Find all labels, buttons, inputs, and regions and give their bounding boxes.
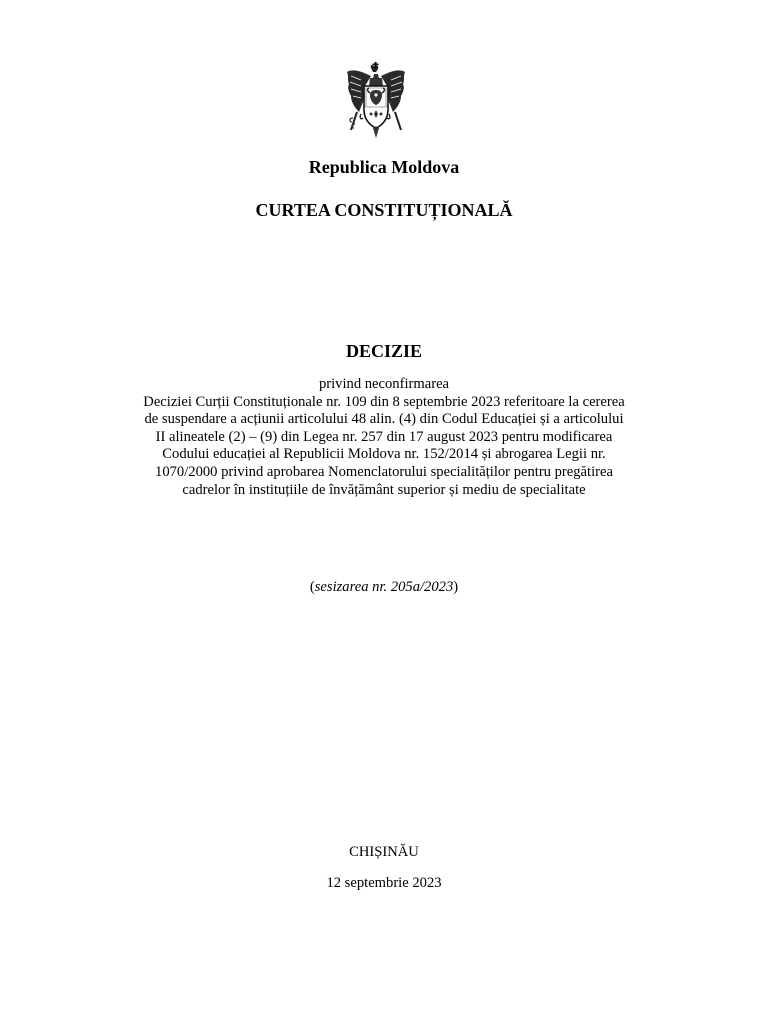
decision-date: 12 septembrie 2023 [326, 875, 442, 891]
subject-line: Codului educației al Republicii Moldova nr. 152/2014 și abrogarea Legii nr. [162, 446, 606, 463]
referral-text: sesizarea nr. 205a/2023 [314, 579, 454, 595]
subject-line: de suspendare a acțiunii articolului 48 alin. (4) din Codul Educației și a articolului [144, 411, 624, 428]
court-name: CURTEA CONSTITUȚIONALĂ [255, 200, 513, 220]
subject-line: privind neconfirmarea [318, 376, 450, 392]
document-title: DECIZIE [345, 341, 423, 361]
subject-line: II alineatele (2) – (9) din Legea nr. 257 din 17 august 2023 pentru modificarea [155, 428, 613, 445]
decision-subject [100, 376, 668, 499]
subject-line: cadrelor în instituțiile de învățământ superior și mediu de specialitate [182, 481, 586, 498]
moldova-coat-of-arms-icon [343, 62, 409, 140]
subject-line: Deciziei Curții Constituționale nr. 109 din 8 septembrie 2023 referitoare la cererea [143, 393, 625, 410]
city-name: CHIȘINĂU [349, 844, 419, 860]
referral-open-paren: ( [309, 579, 315, 595]
country-name: Republica Moldova [308, 157, 460, 177]
subject-line: 1070/2000 privind aprobarea Nomenclatorului specialităților pentru pregătirea [155, 463, 613, 480]
referral-close-paren: ) [453, 579, 459, 595]
referral-number [0, 579, 768, 596]
